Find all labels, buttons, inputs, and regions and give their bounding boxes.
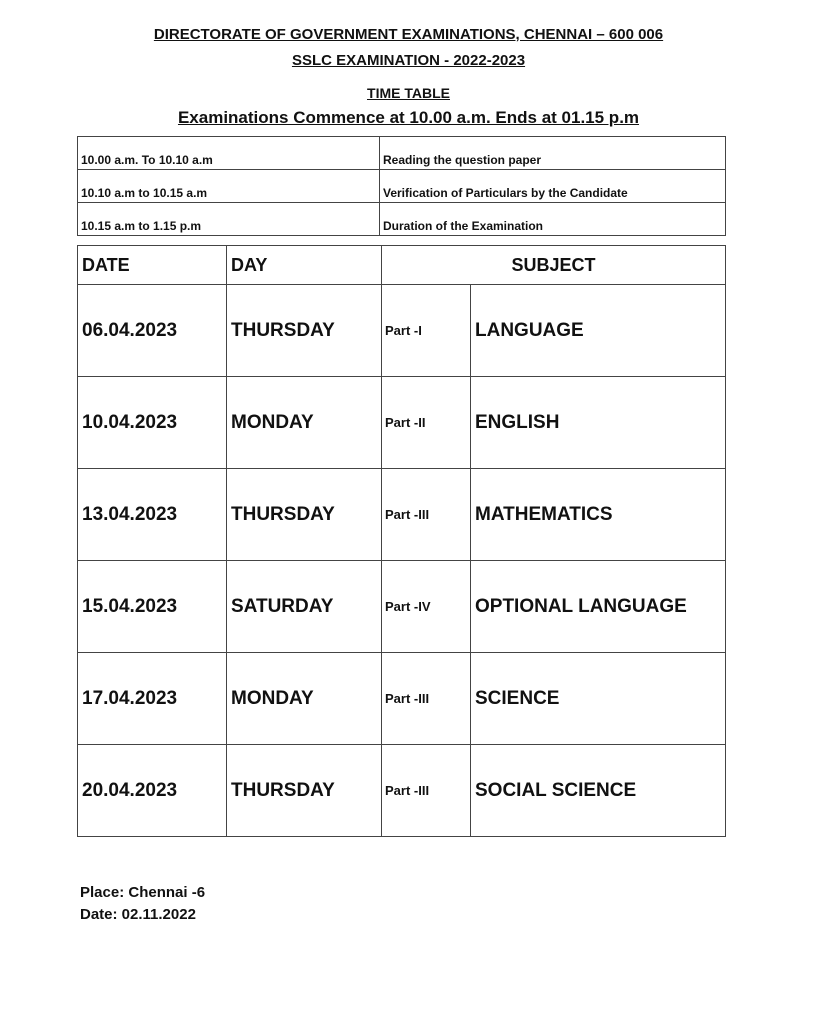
timing-activity: Reading the question paper — [380, 137, 726, 170]
header-date: DATE — [78, 246, 227, 285]
table-row — [78, 745, 726, 837]
timing-time: 10.10 a.m to 10.15 a.m — [78, 170, 380, 203]
table-row — [78, 469, 726, 561]
row-subject: MATHEMATICS — [471, 469, 726, 561]
row-subject: SOCIAL SCIENCE — [471, 745, 726, 837]
schedule-table — [77, 245, 726, 837]
table-row — [78, 377, 726, 469]
row-subject: LANGUAGE — [471, 285, 726, 377]
row-subject: SCIENCE — [471, 653, 726, 745]
schedule-header-row — [78, 246, 726, 285]
row-date: 15.04.2023 — [78, 561, 227, 653]
row-date: 06.04.2023 — [78, 285, 227, 377]
timing-table — [77, 136, 726, 236]
directorate-title: DIRECTORATE OF GOVERNMENT EXAMINATIONS, CHENNAI – 600 006 — [153, 26, 664, 43]
timing-row — [78, 137, 726, 170]
row-day: MONDAY — [227, 377, 382, 469]
table-row — [78, 561, 726, 653]
row-date: 20.04.2023 — [78, 745, 227, 837]
row-date: 13.04.2023 — [78, 469, 227, 561]
table-row — [78, 653, 726, 745]
row-day: THURSDAY — [227, 469, 382, 561]
row-part: Part -III — [382, 469, 471, 561]
row-day: SATURDAY — [227, 561, 382, 653]
footer-place: Place: Chennai -6 — [80, 884, 206, 901]
timetable-title: TIME TABLE — [367, 85, 450, 101]
row-date: 10.04.2023 — [78, 377, 227, 469]
timing-row — [78, 170, 726, 203]
row-part: Part -III — [382, 745, 471, 837]
header-day: DAY — [227, 246, 382, 285]
timing-activity: Verification of Particulars by the Candidate — [380, 170, 726, 203]
row-part: Part -IV — [382, 561, 471, 653]
row-part: Part -I — [382, 285, 471, 377]
timing-time: 10.15 a.m to 1.15 p.m — [78, 203, 380, 236]
table-row — [78, 285, 726, 377]
exam-timing-note: Examinations Commence at 10.00 a.m. Ends at 01.15 p.m — [177, 108, 640, 127]
timing-time: 10.00 a.m. To 10.10 a.m — [78, 137, 380, 170]
row-date: 17.04.2023 — [78, 653, 227, 745]
row-day: THURSDAY — [227, 745, 382, 837]
footer-date: Date: 02.11.2022 — [80, 906, 196, 923]
exam-title: SSLC EXAMINATION - 2022-2023 — [291, 52, 526, 69]
row-subject: ENGLISH — [471, 377, 726, 469]
row-day: MONDAY — [227, 653, 382, 745]
row-part: Part -II — [382, 377, 471, 469]
row-part: Part -III — [382, 653, 471, 745]
timing-activity: Duration of the Examination — [380, 203, 726, 236]
row-subject: OPTIONAL LANGUAGE — [471, 561, 726, 653]
timing-row — [78, 203, 726, 236]
header-subject: SUBJECT — [382, 246, 726, 285]
row-day: THURSDAY — [227, 285, 382, 377]
